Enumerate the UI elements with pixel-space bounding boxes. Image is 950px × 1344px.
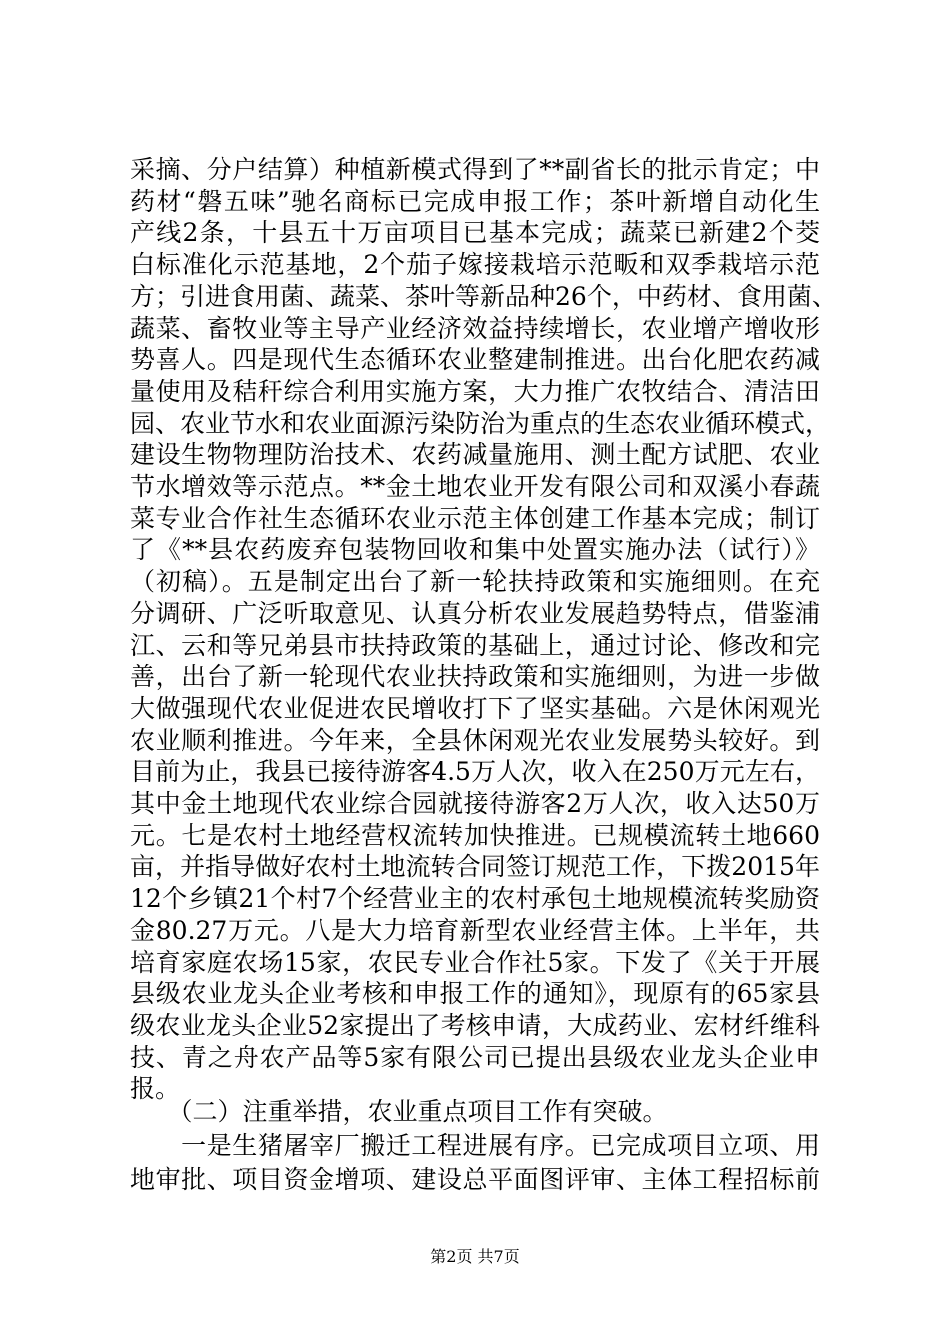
section-heading: （二）注重举措，农业重点项目工作有突破。 <box>130 1097 668 1126</box>
body-text-line: 菜专业合作社生态循环农业示范主体创建工作基本完成；制订 <box>130 503 820 533</box>
body-text-line: 元。七是农村土地经营权流转加快推进。已规模流转土地660 <box>130 820 820 850</box>
body-text-line: 产线2条，十县五十万亩项目已基本完成；蔬菜已新建2个茭 <box>130 218 820 248</box>
body-text-line: 培育家庭农场15家，农民专业合作社5家。下发了《关于开展 <box>130 947 820 977</box>
body-text-line: 方；引进食用菌、蔬菜、茶叶等新品种26个，中药材、食用菌、 <box>130 281 837 311</box>
body-text-line: 农业顺利推进。今年来，全县休闲观光农业发展势头较好。到 <box>130 725 820 755</box>
body-text-line: 技、青之舟农产品等5家有限公司已提出县级农业龙头企业申 <box>130 1042 820 1072</box>
body-text-line: 目前为止，我县已接待游客4.5万人次，收入在250万元左右， <box>130 757 820 787</box>
body-text-line: 其中金土地现代农业综合园就接待游客2万人次，收入达50万 <box>130 789 820 818</box>
body-text-line: 善，出台了新一轮现代农业扶持政策和实施细则，为进一步做 <box>130 662 820 692</box>
body-text-line: 一是生猪屠宰厂搬迁工程进展有序。已完成项目立项、用 <box>130 1131 820 1160</box>
body-text-line: 地审批、项目资金增项、建设总平面图评审、主体工程招标前 <box>130 1165 820 1194</box>
page-number: 第2页 共7页 <box>430 1247 520 1266</box>
body-text-line: 金80.27万元。八是大力培育新型农业经营主体。上半年，共 <box>130 915 820 945</box>
body-text-line: （初稿）。五是制定出台了新一轮扶持政策和实施细则。在充 <box>130 567 820 597</box>
body-text-line: 亩，并指导做好农村土地流转合同签订规范工作，下拨2015年 <box>130 852 820 882</box>
body-text-line: 建设生物物理防治技术、农药减量施用、测土配方试肥、农业 <box>130 440 820 470</box>
body-text-line: 分调研、广泛听取意见、认真分析农业发展趋势特点，借鉴浦 <box>130 598 820 628</box>
body-text-line: 县级农业龙头企业考核和申报工作的通知》，现原有的65家县 <box>130 979 820 1009</box>
body-text-line: 蔬菜、畜牧业等主导产业经济效益持续增长，农业增产增收形 <box>130 313 820 343</box>
body-text-line: 药材“磐五味”驰名商标已完成申报工作；茶叶新增自动化生 <box>130 186 820 216</box>
body-text-line: 12个乡镇21个村7个经营业主的农村承包土地规模流转奖励资 <box>130 884 820 914</box>
body-text-line: 江、云和等兄弟县市扶持政策的基础上，通过讨论、修改和完 <box>130 630 820 660</box>
body-text-line: 势喜人。四是现代生态循环农业整建制推进。出台化肥农药减 <box>130 345 820 375</box>
body-text-line: 级农业龙头企业52家提出了考核申请，大成药业、宏材纤维科 <box>130 1010 820 1040</box>
body-text-line: 园、农业节水和农业面源污染防治为重点的生态农业循环模式， <box>130 408 831 438</box>
body-text-line: 采摘、分户结算）种植新模式得到了**副省长的批示肯定；中 <box>130 155 820 184</box>
body-text-line: 了《**县农药废弃包装物回收和集中处置实施办法（试行）》 <box>130 535 820 565</box>
body-text-line: 节水增效等示范点。**金土地农业开发有限公司和双溪小春蔬 <box>130 472 820 501</box>
body-text-line: 白标准化示范基地，2个茄子嫁接栽培示范畈和双季栽培示范 <box>130 250 820 280</box>
body-text-line: 大做强现代农业促进农民增收打下了坚实基础。六是休闲观光 <box>130 693 820 723</box>
body-text-line: 量使用及秸秆综合利用实施方案，大力推广农牧结合、清洁田 <box>130 376 820 406</box>
body-text-line: 报。 <box>130 1074 181 1104</box>
